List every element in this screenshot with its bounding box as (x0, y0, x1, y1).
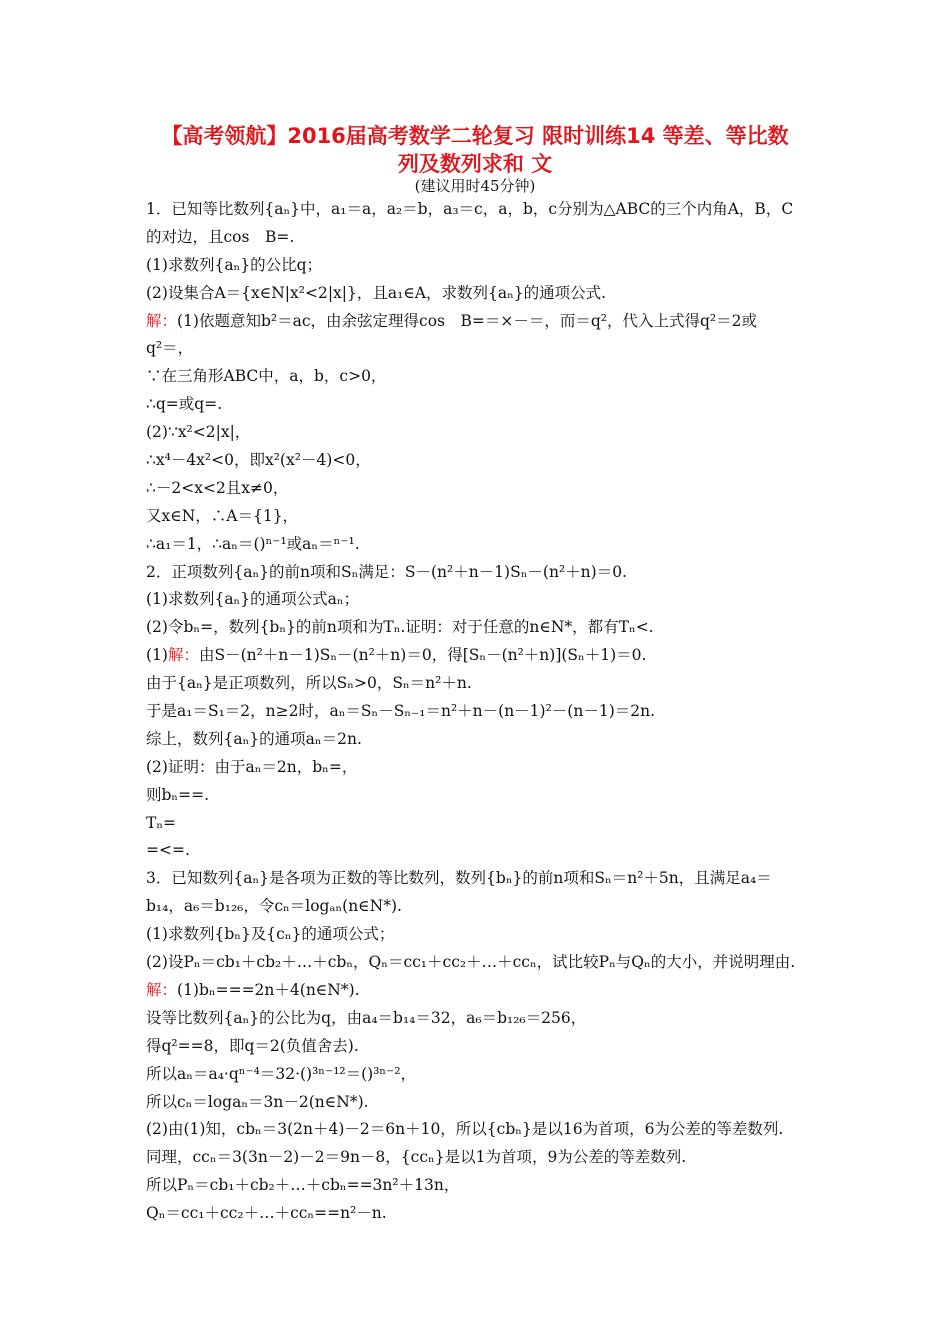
text-line (146, 531, 810, 559)
text-line (146, 363, 810, 391)
line-text: (2)设集合A＝{x∈N|x²<2|x|}，且a₁∈A，求数列{aₙ}的通项公式. (146, 283, 607, 302)
line-text: ∴q=或q=. (146, 395, 223, 414)
text-line (146, 447, 810, 475)
line-text: 的对边，且cos B=. (146, 227, 295, 246)
line-text: 由S－(n²＋n－1)Sₙ－(n²＋n)＝0，得[Sₙ－(n²＋n)](Sₙ＋1)＝0. (198, 646, 647, 665)
text-line (146, 419, 810, 447)
text-line (146, 252, 810, 280)
line-text: Qₙ＝cc₁＋cc₂＋…＋ccₙ==n²－n. (146, 1204, 387, 1223)
line-text: Tₙ= (146, 813, 177, 832)
line-text: 得q²==8，即q＝2(负值舍去). (146, 1036, 359, 1055)
line-text: (1)依题意知b²＝ac，由余弦定理得cos B=＝×－＝，而＝q²，代入上式得q²＝2或 (177, 311, 757, 330)
line-text: 又x∈N，∴A＝{1}， (146, 506, 299, 525)
solution-label: 解： (167, 646, 199, 665)
line-text: =<=. (146, 841, 190, 860)
line-text: 所以aₙ＝a₄·qⁿ⁻⁴＝32·()³ⁿ⁻¹²＝()³ⁿ⁻²， (146, 1064, 417, 1083)
text-line (146, 1061, 810, 1089)
line-text: (1)求数列{bₙ}及{cₙ}的通项公式； (146, 925, 395, 944)
text-line (146, 865, 810, 893)
line-text: 2．正项数列{aₙ}的前n项和Sₙ满足：S－(n²＋n－1)Sₙ－(n²＋n)＝0. (146, 562, 627, 581)
line-text: ∴x⁴－4x²<0，即x²(x²－4)<0， (146, 451, 371, 470)
solution-label: 解： (146, 980, 178, 999)
text-line (146, 642, 810, 670)
text-line (146, 782, 810, 810)
text-line (146, 196, 810, 224)
line-text: (2)由(1)知，cbₙ＝3(2n＋4)－2＝6n＋10，所以{cbₙ}是以16为首项，6为公差的等差数列. (146, 1120, 784, 1139)
text-line (146, 1172, 810, 1200)
line-text: 设等比数列{aₙ}的公比为q，由a₄＝b₁₄＝32，a₆＝b₁₂₆＝256， (146, 1008, 587, 1027)
line-text: 1．已知等比数列{aₙ}中，a₁＝a，a₂＝b，a₃＝c，a，b，c分别为△ABC的三个内角A，B，C (146, 200, 794, 218)
line-text: ∴－2<x<2且x≠0， (146, 478, 289, 497)
text-line (146, 670, 810, 698)
line-text: 3．已知数列{aₙ}是各项为正数的等比数列，数列{bₙ}的前n项和Sₙ＝n²＋5n，且满足a₄＝ (146, 869, 772, 888)
line-text: 综上，数列{aₙ}的通项aₙ＝2n. (146, 729, 362, 748)
text-line (146, 224, 810, 252)
line-text: ∵在三角形ABC中，a，b，c>0， (146, 367, 387, 386)
line-text: (1)bₙ===2n＋4(n∈N*). (177, 980, 360, 999)
time-suggestion: (建议用时45分钟) (414, 177, 536, 195)
text-line (146, 949, 810, 977)
text-line (146, 1005, 810, 1033)
solution-label: 解： (146, 311, 178, 330)
line-text: ∴a₁＝1，∴aₙ＝()ⁿ⁻¹或aₙ＝ⁿ⁻¹. (146, 534, 360, 553)
line-text: (2)设Pₙ＝cb₁＋cb₂＋…＋cbₙ，Qₙ＝cc₁＋cc₂＋…＋ccₙ，试比较Pₙ与Qₙ的大小，并说明理由. (146, 953, 796, 972)
line-text: (1)求数列{aₙ}的公比q； (146, 255, 323, 274)
text-line (146, 726, 810, 754)
text-line (146, 503, 810, 531)
text-line (146, 586, 810, 614)
text-line (146, 1200, 810, 1228)
document-body (146, 196, 810, 1228)
line-prefix: (1) (146, 646, 168, 665)
line-text: 于是a₁＝S₁＝2，n≥2时，aₙ＝Sₙ－Sₙ₋₁＝n²＋n－(n－1)²－(n－1)＝2n. (146, 702, 656, 721)
text-line (146, 335, 810, 363)
line-text: (2)证明：由于aₙ＝2n，bₙ=， (146, 757, 358, 776)
line-text: 所以cₙ＝logaₙ＝3n－2(n∈N*). (146, 1092, 369, 1111)
line-text: q²＝， (146, 339, 194, 358)
text-line (146, 1144, 810, 1172)
line-text: 由于{aₙ}是正项数列，所以Sₙ>0，Sₙ＝n²＋n. (146, 674, 472, 693)
text-line (146, 837, 810, 865)
text-line (146, 698, 810, 726)
line-text: 同理，ccₙ＝3(3n－2)－2＝9n－8，{ccₙ}是以1为首项，9为公差的等差数列. (146, 1148, 687, 1167)
line-text: (1)求数列{aₙ}的通项公式aₙ； (146, 590, 360, 609)
text-line (146, 810, 810, 838)
text-line (146, 391, 810, 419)
text-line (146, 977, 810, 1005)
line-text: 则bₙ==. (146, 785, 210, 804)
text-line (146, 893, 810, 921)
text-line (146, 1033, 810, 1061)
text-line (146, 280, 810, 308)
line-text: b₁₄，a₆＝b₁₂₆，令cₙ＝logₐₙ(n∈N*). (146, 897, 402, 916)
text-line (146, 921, 810, 949)
text-line (146, 559, 810, 587)
document-title-line-1: 【高考领航】2016届高考数学二轮复习 限时训练14 等差、等比数 (161, 124, 789, 148)
line-text: 所以Pₙ＝cb₁＋cb₂＋…＋cbₙ==3n²＋13n， (146, 1176, 460, 1195)
text-line (146, 1116, 810, 1144)
text-line (146, 754, 810, 782)
text-line (146, 1089, 810, 1117)
text-line (146, 475, 810, 503)
document-title-line-2: 列及数列求和 文 (397, 152, 553, 176)
text-line (146, 308, 810, 336)
line-text: (2)令bₙ=，数列{bₙ}的前n项和为Tₙ.证明：对于任意的n∈N*，都有Tₙ<. (146, 618, 654, 637)
line-text: (2)∵x²<2|x|， (146, 423, 251, 442)
text-line (146, 614, 810, 642)
